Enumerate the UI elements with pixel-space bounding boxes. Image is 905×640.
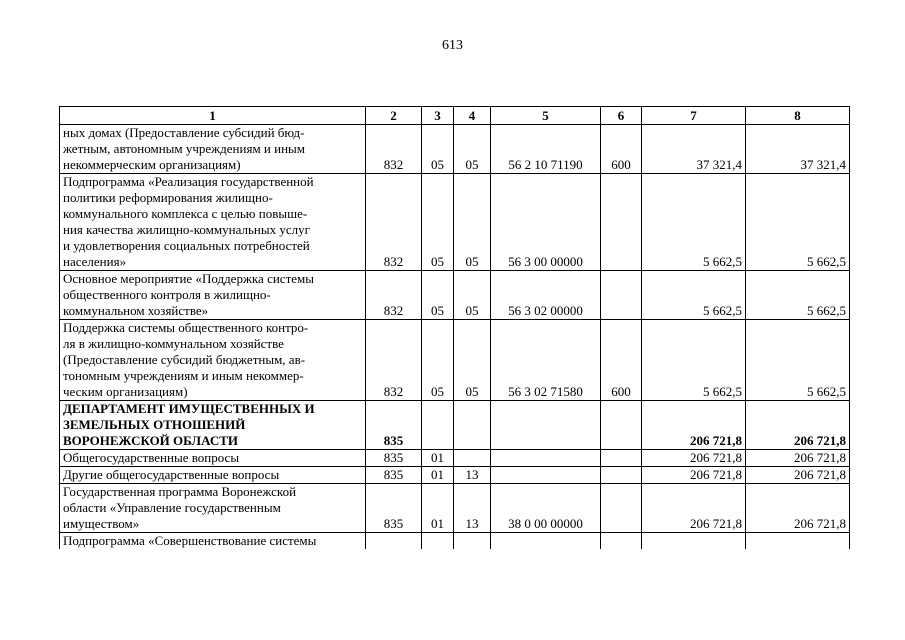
column-header: 4 xyxy=(454,107,491,125)
table-row xyxy=(60,125,850,174)
subsection-code-cell: 13 xyxy=(454,467,491,484)
table-row xyxy=(60,450,850,467)
row-name-line: тономным учреждениям и иным некоммер- xyxy=(63,368,304,383)
subsection-code-cell: 05 xyxy=(454,320,491,401)
section-code-cell: 01 xyxy=(422,467,454,484)
table-row xyxy=(60,401,850,450)
row-name-line: общественного контроля в жилищно- xyxy=(63,287,271,302)
section-code-cell: 01 xyxy=(422,484,454,533)
amount-cell: 5 662,5 xyxy=(746,174,850,271)
row-name-cell xyxy=(60,450,366,467)
row-name-line: ческим организациям) xyxy=(63,384,188,399)
subsection-code-cell: 13 xyxy=(454,484,491,533)
amount-cell: 5 662,5 xyxy=(642,271,746,320)
table-row xyxy=(60,271,850,320)
row-name-line: ЗЕМЕЛЬНЫХ ОТНОШЕНИЙ xyxy=(63,417,246,432)
row-name-cell xyxy=(60,484,366,533)
row-name-line: Основное мероприятие «Поддержка системы xyxy=(63,271,314,286)
expense-type-cell: 600 xyxy=(601,320,642,401)
row-name-line: ля в жилищно-коммунальном хозяйстве xyxy=(63,336,284,351)
amount-cell xyxy=(746,533,850,550)
row-name-line: области «Управление государственным xyxy=(63,500,281,515)
amount-cell: 37 321,4 xyxy=(746,125,850,174)
amount-cell xyxy=(642,533,746,550)
admin-code-cell: 835 xyxy=(366,450,422,467)
budget-table xyxy=(59,106,850,549)
row-name-line: Государственная программа Воронежской xyxy=(63,484,297,499)
amount-cell: 206 721,8 xyxy=(642,450,746,467)
subsection-code-cell: 05 xyxy=(454,174,491,271)
row-name-line: Подпрограмма «Реализация государственной xyxy=(63,174,314,189)
row-name-line: населения» xyxy=(63,254,127,269)
row-name-line: ДЕПАРТАМЕНТ ИМУЩЕСТВЕННЫХ И xyxy=(63,401,315,416)
row-name-cell xyxy=(60,533,366,550)
row-name-cell xyxy=(60,174,366,271)
target-article-cell: 56 2 10 71190 xyxy=(491,125,601,174)
amount-cell: 206 721,8 xyxy=(746,401,850,450)
admin-code-cell: 835 xyxy=(366,467,422,484)
section-code-cell: 05 xyxy=(422,125,454,174)
subsection-code-cell xyxy=(454,450,491,467)
expense-type-cell: 600 xyxy=(601,125,642,174)
target-article-cell: 38 0 00 00000 xyxy=(491,484,601,533)
expense-type-cell xyxy=(601,467,642,484)
admin-code-cell: 835 xyxy=(366,401,422,450)
column-header: 3 xyxy=(422,107,454,125)
row-name-line: ния качества жилищно-коммунальных услуг xyxy=(63,222,310,237)
expense-type-cell xyxy=(601,450,642,467)
expense-type-cell xyxy=(601,271,642,320)
section-code-cell: 05 xyxy=(422,174,454,271)
column-header: 2 xyxy=(366,107,422,125)
row-name-line: ных домах (Предоставление субсидий бюд- xyxy=(63,125,305,140)
column-header: 5 xyxy=(491,107,601,125)
admin-code-cell: 835 xyxy=(366,484,422,533)
amount-cell: 206 721,8 xyxy=(746,484,850,533)
target-article-cell xyxy=(491,401,601,450)
section-code-cell: 05 xyxy=(422,320,454,401)
row-name-cell xyxy=(60,401,366,450)
target-article-cell xyxy=(491,533,601,550)
admin-code-cell: 832 xyxy=(366,125,422,174)
section-code-cell: 05 xyxy=(422,271,454,320)
row-name-cell xyxy=(60,320,366,401)
section-code-cell xyxy=(422,533,454,550)
target-article-cell: 56 3 02 71580 xyxy=(491,320,601,401)
subsection-code-cell xyxy=(454,533,491,550)
column-header: 1 xyxy=(60,107,366,125)
row-name-line: Общегосударственные вопросы xyxy=(63,450,240,465)
row-name-cell xyxy=(60,125,366,174)
section-code-cell: 01 xyxy=(422,450,454,467)
column-header: 7 xyxy=(642,107,746,125)
row-name-line: коммунального комплекса с целью повыше- xyxy=(63,206,308,221)
page-number: 613 xyxy=(442,38,463,53)
row-name-line: Поддержка системы общественного контро- xyxy=(63,320,309,335)
table-row xyxy=(60,533,850,550)
row-name-line: имуществом» xyxy=(63,516,140,531)
row-name-line: коммунальном хозяйстве» xyxy=(63,303,209,318)
row-name-line: жетным, автономным учреждениям и иным xyxy=(63,141,306,156)
amount-cell: 206 721,8 xyxy=(642,401,746,450)
row-name-line: политики реформирования жилищно- xyxy=(63,190,273,205)
amount-cell: 5 662,5 xyxy=(642,174,746,271)
row-name-line: некоммерческим организациям) xyxy=(63,157,241,172)
amount-cell: 5 662,5 xyxy=(746,320,850,401)
admin-code-cell: 832 xyxy=(366,174,422,271)
table-row xyxy=(60,467,850,484)
amount-cell: 37 321,4 xyxy=(642,125,746,174)
table-row xyxy=(60,174,850,271)
row-name-line: ВОРОНЕЖСКОЙ ОБЛАСТИ xyxy=(63,433,239,448)
expense-type-cell xyxy=(601,401,642,450)
amount-cell: 5 662,5 xyxy=(642,320,746,401)
expense-type-cell xyxy=(601,533,642,550)
row-name-line: Другие общегосударственные вопросы xyxy=(63,467,280,482)
row-name-line: и удовлетворения социальных потребностей xyxy=(63,238,310,253)
amount-cell: 206 721,8 xyxy=(746,467,850,484)
amount-cell: 5 662,5 xyxy=(746,271,850,320)
table-header-row xyxy=(60,107,850,125)
table-row xyxy=(60,320,850,401)
row-name-cell xyxy=(60,271,366,320)
admin-code-cell xyxy=(366,533,422,550)
admin-code-cell: 832 xyxy=(366,320,422,401)
target-article-cell: 56 3 00 00000 xyxy=(491,174,601,271)
subsection-code-cell: 05 xyxy=(454,271,491,320)
amount-cell: 206 721,8 xyxy=(746,450,850,467)
target-article-cell: 56 3 02 00000 xyxy=(491,271,601,320)
section-code-cell xyxy=(422,401,454,450)
row-name-line: Подпрограмма «Совершенствование системы xyxy=(63,533,317,548)
target-article-cell xyxy=(491,467,601,484)
admin-code-cell: 832 xyxy=(366,271,422,320)
column-header: 8 xyxy=(746,107,850,125)
expense-type-cell xyxy=(601,174,642,271)
subsection-code-cell xyxy=(454,401,491,450)
row-name-line: (Предоставление субсидий бюджетным, ав- xyxy=(63,352,306,367)
table-body xyxy=(60,125,850,550)
column-header: 6 xyxy=(601,107,642,125)
target-article-cell xyxy=(491,450,601,467)
amount-cell: 206 721,8 xyxy=(642,467,746,484)
amount-cell: 206 721,8 xyxy=(642,484,746,533)
expense-type-cell xyxy=(601,484,642,533)
row-name-cell xyxy=(60,467,366,484)
subsection-code-cell: 05 xyxy=(454,125,491,174)
table-row xyxy=(60,484,850,533)
